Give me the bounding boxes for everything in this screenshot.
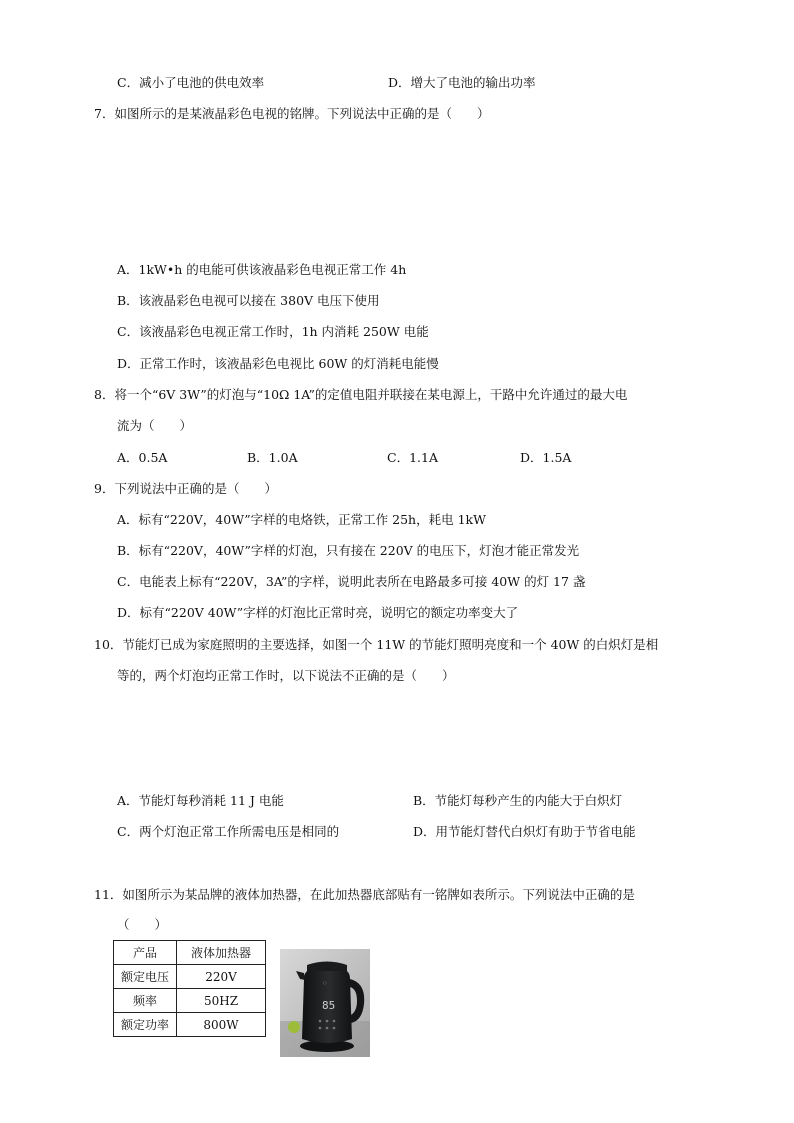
q9-option-a: A．标有“220V，40W”字样的电烙铁，正常工作 25h，耗电 1kW (117, 512, 486, 527)
q11-stem-line1: 11．如图所示为某品牌的液体加热器，在此加热器底部贴有一铭牌如表所示。下列说法中正确的是 (94, 887, 635, 902)
q8-option-c: C．1.1A (387, 450, 438, 465)
q10-option-b: B．节能灯每秒产生的内能大于白炽灯 (413, 793, 623, 808)
table-cell-value: 800W (177, 1013, 266, 1037)
q9-option-d: D．标有“220V 40W”字样的灯泡比正常时亮，说明它的额定功率变大了 (117, 605, 519, 620)
q8-stem-line1: 8．将一个“6V 3W”的灯泡与“10Ω 1A”的定值电阻并联接在某电源上，干路中允许通过的最大电 (94, 387, 628, 402)
q6-option-d: D．增大了电池的输出功率 (388, 75, 536, 90)
table-cell-label: 额定电压 (114, 965, 177, 989)
table-cell-label: 产品 (114, 941, 177, 965)
q8-stem-line2: 流为（ ） (117, 418, 193, 433)
q11-stem-line2: （ ） (117, 917, 168, 932)
nameplate-table (113, 940, 266, 1037)
table-cell-value: 液体加热器 (177, 941, 266, 965)
q8-option-a: A．0.5A (117, 450, 168, 465)
q10-option-c: C．两个灯泡正常工作所需电压是相同的 (117, 824, 340, 839)
q7-option-b: B．该液晶彩色电视可以接在 380V 电压下使用 (117, 293, 380, 308)
q6-option-c: C．减小了电池的供电效率 (117, 75, 265, 90)
q9-option-b: B．标有“220V，40W”字样的灯泡，只有接在 220V 的电压下，灯泡才能正常发光 (117, 543, 580, 558)
q8-option-d: D．1.5A (520, 450, 572, 465)
kettle-illustration (280, 949, 370, 1057)
kettle-display: 85 (322, 999, 336, 1012)
table-row (114, 941, 266, 965)
q8-option-b: B．1.0A (247, 450, 298, 465)
q7-option-c: C．该液晶彩色电视正常工作时，1h 内消耗 250W 电能 (117, 324, 429, 339)
table-cell-label: 额定功率 (114, 1013, 177, 1037)
q10-stem-line1: 10．节能灯已成为家庭照明的主要选择，如图一个 11W 的节能灯照明亮度和一个 40W 的白炽灯是相 (94, 637, 659, 652)
q9-option-c: C．电能表上标有“220V，3A”的字样，说明此表所在电路最多可接 40W 的灯 17 盏 (117, 574, 586, 589)
q10-stem-line2: 等的，两个灯泡均正常工作时，以下说法不正确的是（ ） (117, 668, 455, 683)
table-row (114, 989, 266, 1013)
q7-stem: 7．如图所示的是某液晶彩色电视的铭牌。下列说法中正确的是（ ） (94, 106, 490, 121)
table-row (114, 965, 266, 989)
q7-option-d: D．正常工作时，该液晶彩色电视比 60W 的灯消耗电能慢 (117, 356, 439, 371)
table-cell-value: 50HZ (177, 989, 266, 1013)
q10-option-d: D．用节能灯替代白炽灯有助于节省电能 (413, 824, 636, 839)
q9-stem: 9．下列说法中正确的是（ ） (94, 481, 277, 496)
kettle-photo (280, 949, 370, 1057)
svg-text:○: ○ (323, 980, 327, 985)
table-cell-label: 频率 (114, 989, 177, 1013)
q10-option-a: A．节能灯每秒消耗 11 J 电能 (117, 793, 284, 808)
table-cell-value: 220V (177, 965, 266, 989)
q7-option-a: A．1kW•h 的电能可供该液晶彩色电视正常工作 4h (117, 262, 407, 277)
table-row (114, 1013, 266, 1037)
